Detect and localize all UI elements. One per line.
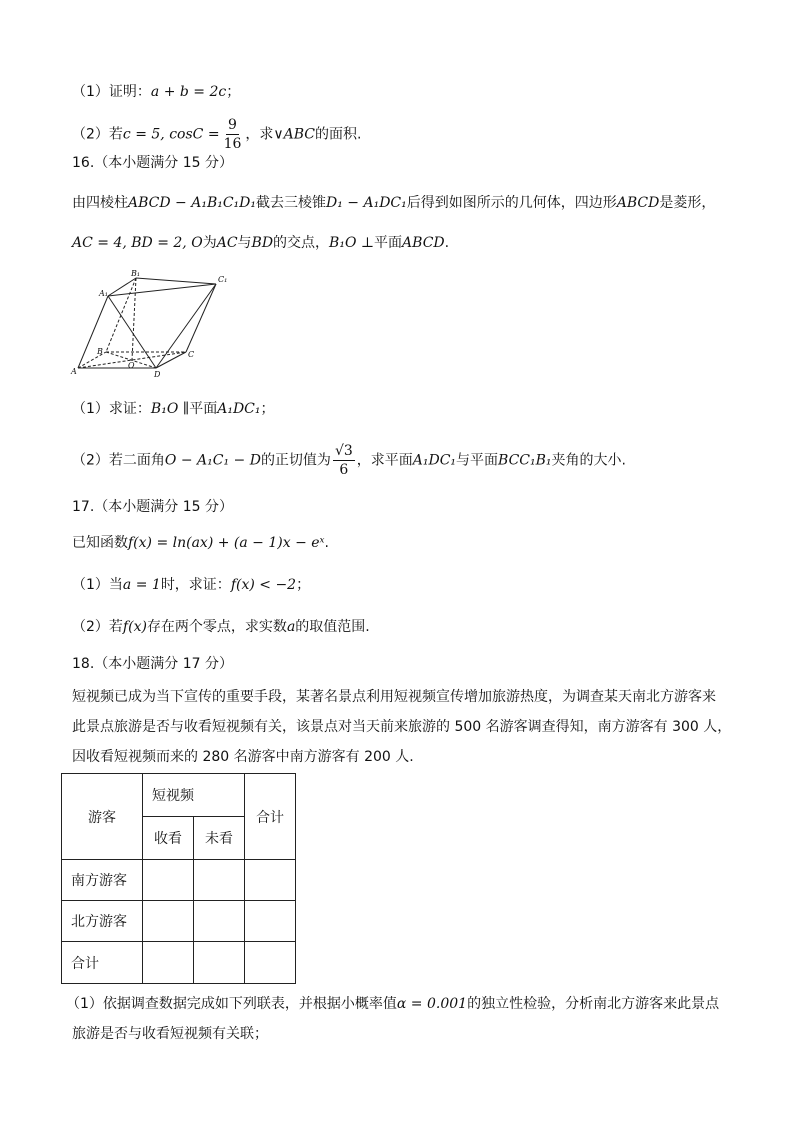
q16-stem2-c: AC (216, 235, 238, 251)
q16-stem1-a: 由四棱柱 (72, 195, 128, 211)
edge-B1-C1 (136, 278, 216, 284)
q17-part1-label: （1）当 (72, 577, 123, 593)
q16-part2-label: （2）若二面角 (72, 452, 165, 469)
q17-part2-label: （2）若 (72, 619, 123, 635)
q16-part1-plane: A₁DC₁ (217, 401, 261, 417)
q16-stem1-c: 截去三棱锥 (256, 195, 327, 211)
q16-heading: 16.（本小题满分 15 分） (72, 155, 233, 171)
q17-part1-expr: f(x) < −2 (230, 577, 297, 593)
q16-part2-mid: 的正切值为 (260, 452, 331, 469)
q15-part2-triangle: ∨ABC (273, 126, 316, 143)
q16-stem1-e: 后得到如图所示的几何体，四边形 (406, 195, 617, 211)
q17-part2-a: a (286, 619, 296, 635)
q16-stem1-quad: ABCD (616, 195, 660, 211)
table-cell (194, 901, 245, 942)
q15-part2-label: （2）若 (72, 126, 123, 143)
q16-part2-angle: O − A₁C₁ − D (164, 452, 261, 469)
q15-fraction-numerator: 9 (228, 117, 237, 133)
fig-label-A: A (71, 367, 77, 376)
q16-part2-fraction (333, 442, 355, 479)
edge-D-C (156, 352, 186, 368)
q17-part1-mid: 时，求证： (160, 577, 231, 593)
fig-label-B1: B₁ (131, 269, 141, 278)
q15-part2 (72, 116, 361, 153)
q17-part2 (72, 617, 370, 637)
q16-part2-plane2: BCC₁B₁ (498, 452, 552, 469)
table-cell (245, 901, 296, 942)
q15-part1-label: （1）证明： (72, 84, 151, 100)
row-label-total: 合计 (62, 942, 143, 984)
q15-part1 (72, 82, 240, 102)
q15-part2-cond: c = 5, cosC = (122, 126, 220, 143)
q16-stem2-a: AC = 4, BD = 2, O (72, 235, 203, 251)
q17-stem-function: f(x) = ln(ax) + (a − 1)x − eˣ (128, 535, 325, 551)
q18-stem-line2: 此景点旅游是否与收看短视频有关，该景点对当天前来旅游的 500 名游客调查得知，南方游客有 300 人， (72, 719, 732, 735)
q18-part1-alpha: α = 0.001 (396, 996, 468, 1012)
q16-part2-with: 与平面 (456, 452, 499, 469)
fig-label-O: O (128, 361, 135, 370)
row-label-north: 北方游客 (62, 901, 143, 942)
q16-part1 (72, 399, 275, 419)
q16-stem1-prism: ABCD − A₁B₁C₁D₁ (128, 195, 257, 211)
header-short-video: 短视频 (143, 774, 245, 817)
q17-part1-end: ； (296, 577, 311, 593)
q17-part2-end: 的取值范围. (295, 619, 370, 635)
q16-stem2-b: 为 (202, 235, 217, 251)
q17-stem-c: . (324, 535, 329, 551)
q16-fraction-numerator: √3 (334, 443, 353, 459)
q16-stem2-h: 平面 (374, 235, 403, 251)
q16-stem1-g: 是菱形， (659, 195, 716, 211)
q15-fraction-denominator: 16 (223, 136, 242, 152)
q16-part2-plane1: A₁DC₁ (412, 452, 457, 469)
table-cell (143, 942, 194, 984)
fig-label-D: D (154, 370, 161, 379)
q16-part2-end: 夹角的大小. (551, 452, 626, 469)
q17-part1-cond: a = 1 (122, 577, 161, 593)
q18-part1-a: （1）依据调查数据完成如下列联表，并根据小概率值 (66, 996, 397, 1012)
q18-heading: 18.（本小题满分 17 分） (72, 656, 233, 672)
q15-part2-ask: ，求 (245, 126, 274, 143)
q16-part2 (72, 442, 626, 479)
fig-label-B: B (97, 347, 103, 356)
q18-part1-line1 (66, 994, 719, 1014)
table-cell (143, 901, 194, 942)
q15-part2-end: 的面积. (315, 126, 362, 143)
edge-B1-O (132, 278, 136, 360)
q17-part2-fx: f(x) (122, 619, 147, 635)
q16-part2-ask: ，求平面 (356, 452, 413, 469)
q18-stem-line1: 短视频已成为当下宣传的重要手段，某著名景点利用短视频宣传增加旅游热度，为调查某天南北方游客来 (72, 689, 716, 705)
header-watch: 收看 (143, 817, 194, 860)
header-tourist: 游客 (62, 774, 143, 860)
q17-part1 (72, 575, 310, 595)
q17-stem (72, 533, 329, 553)
q16-stem2-i: ABCD (402, 235, 445, 251)
q16-stem2-g: B₁O ⊥ (329, 235, 375, 251)
contingency-table (61, 773, 296, 984)
fig-label-C1: C₁ (218, 275, 228, 284)
table-cell (194, 942, 245, 984)
q17-heading: 17.（本小题满分 15 分） (72, 499, 233, 515)
q16-part1-end: ； (260, 401, 275, 417)
table-cell (245, 942, 296, 984)
q16-stem2-f: 的交点， (273, 235, 330, 251)
header-not-watch: 未看 (194, 817, 245, 860)
q16-stem1-pyramid: D₁ − A₁DC₁ (326, 195, 407, 211)
q16-stem-line1 (72, 193, 715, 213)
q16-stem2-d: 与 (237, 235, 252, 251)
q18-part1-c: 的独立性检验，分析南北方游客来此景点 (467, 996, 720, 1012)
edge-A1-A (78, 296, 108, 368)
fig-label-C: C (188, 350, 195, 359)
q16-part1-expr: B₁O ∥ (150, 401, 190, 417)
q16-part1-label: （1）求证： (72, 401, 151, 417)
q18-stem-line3: 因收看短视频而来的 280 名游客中南方游客有 200 人. (72, 749, 414, 765)
q16-stem2-e: BD (251, 235, 274, 251)
q17-stem-a: 已知函数 (72, 535, 128, 551)
geometry-figure (70, 268, 230, 380)
q17-part2-mid: 存在两个零点，求实数 (146, 619, 287, 635)
table-cell (194, 860, 245, 901)
q16-stem2-j: . (444, 235, 450, 251)
q16-stem-line2 (72, 233, 449, 253)
q15-part2-fraction (222, 116, 244, 153)
edge-C1-C (186, 284, 216, 352)
q16-fraction-denominator: 6 (339, 462, 349, 478)
q15-part1-end: ； (226, 84, 241, 100)
q18-part1-line2: 旅游是否与收看短视频有关联； (72, 1026, 268, 1042)
fig-label-A1: A₁ (99, 289, 108, 298)
row-label-south: 南方游客 (62, 860, 143, 901)
q16-part1-mid: 平面 (189, 401, 218, 417)
q15-part1-expr: a + b = 2c (150, 84, 227, 100)
table-cell (245, 860, 296, 901)
header-total: 合计 (245, 774, 296, 860)
table-cell (143, 860, 194, 901)
